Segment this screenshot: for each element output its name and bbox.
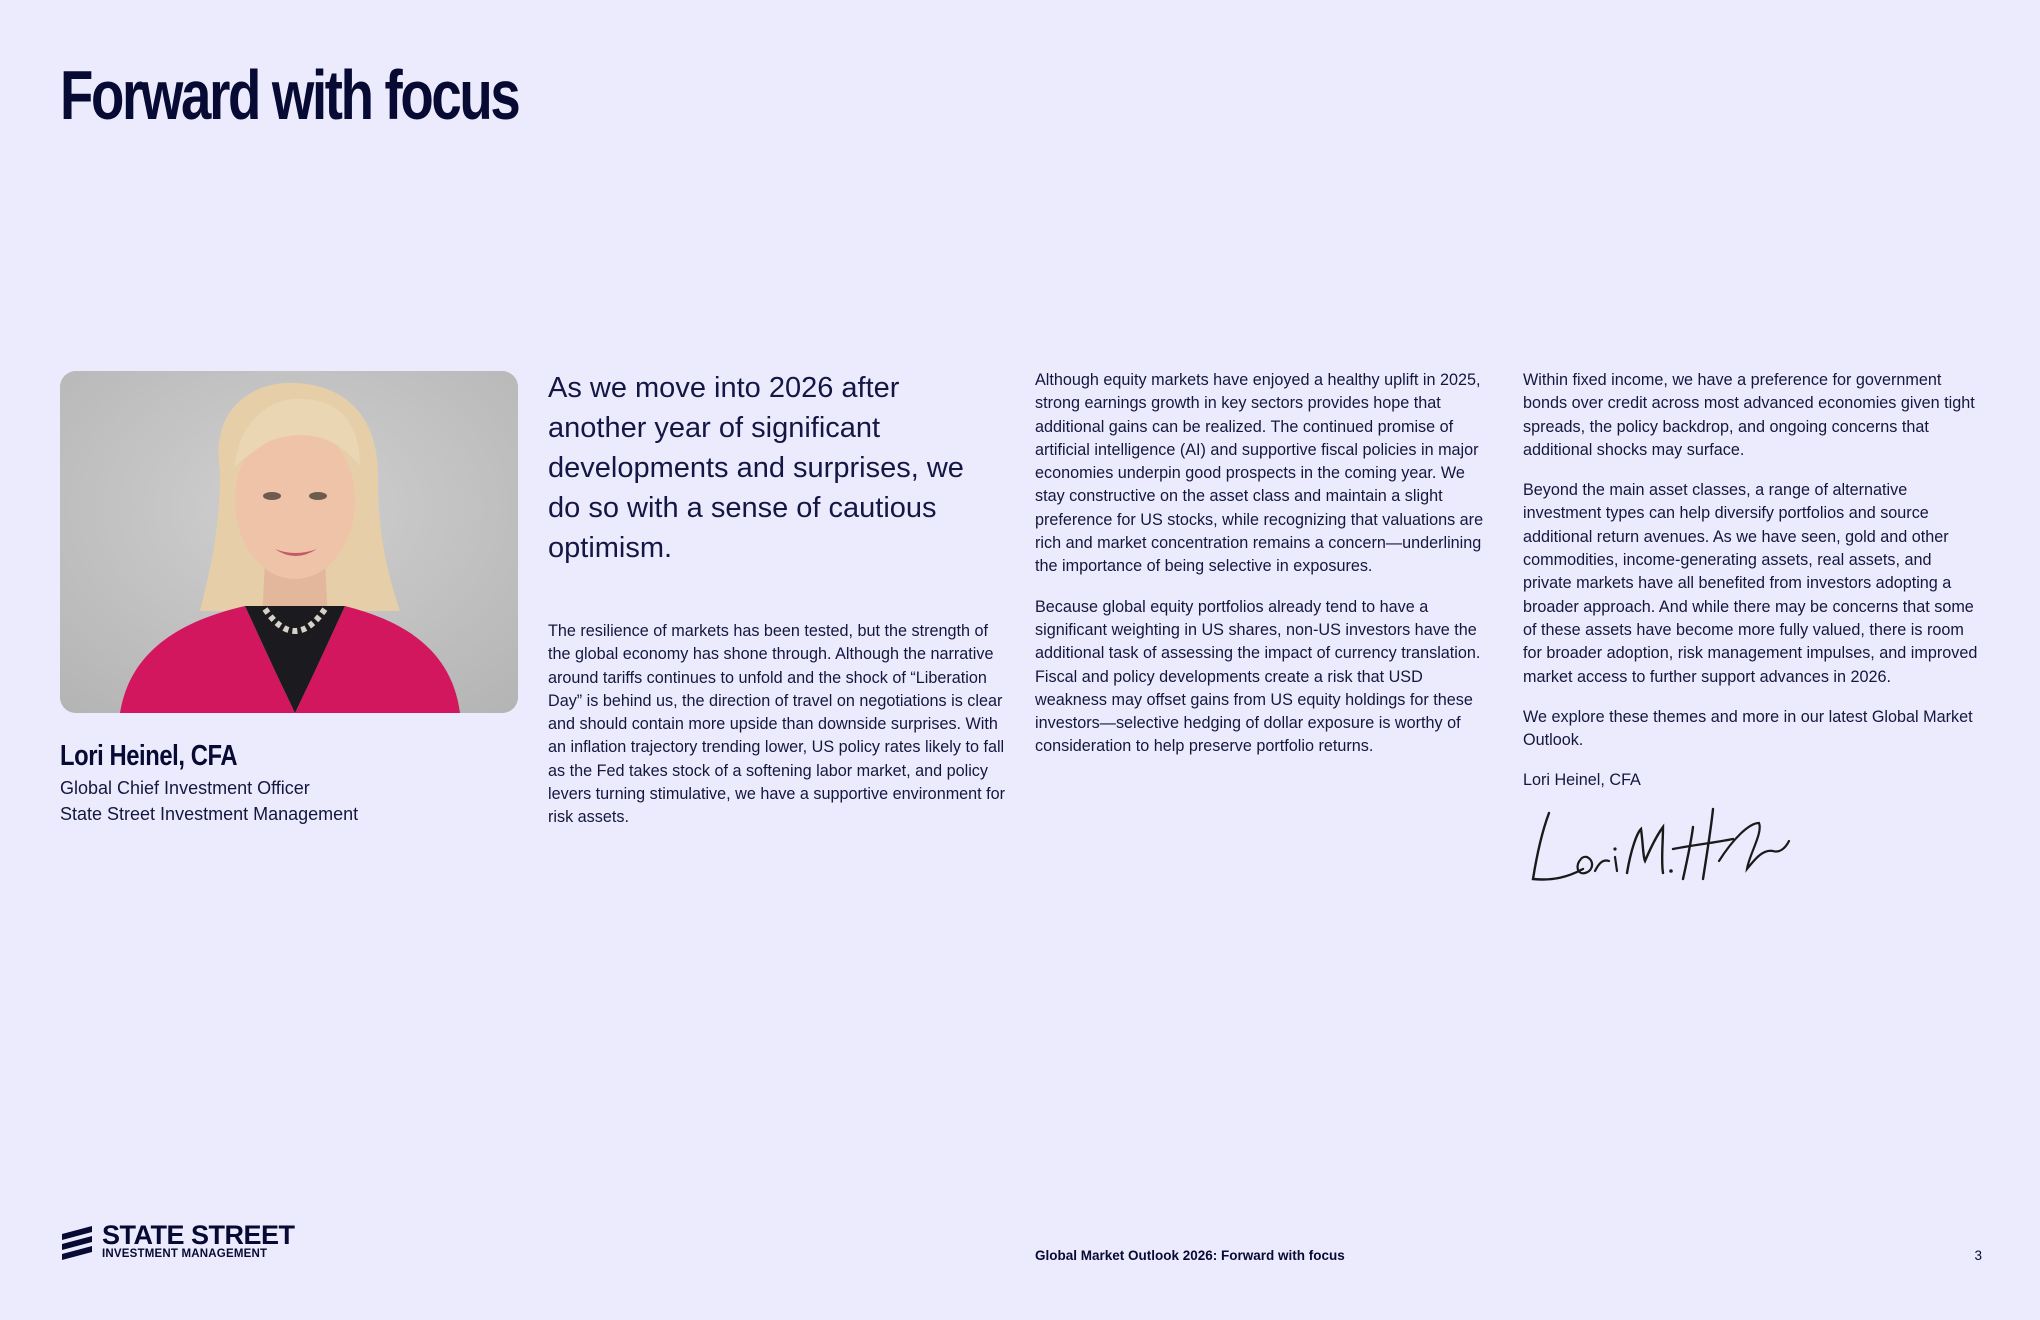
lead-quote: As we move into 2026 after another year of significant developments and surprises, we do so with a sense of cautious optimism.: [548, 372, 964, 564]
paragraph: Within fixed income, we have a preference for government bonds over credit across most advanced economies given tight spreads, the policy backdrop, and ongoing concerns that additional shocks may surface.: [1523, 371, 1975, 459]
paragraph: Because global equity portfolios already tend to have a significant weighting in US shares, non-US investors have the additional task of assessing the impact of currency translation. Fiscal and policy developments create a risk that USD weakness may offset gains from US equity holdings for these investors—selective hedging of dollar exposure is worthy of consideration to help preserve portfolio returns.: [1035, 597, 1481, 756]
author-organization: State Street Investment Management: [60, 804, 359, 824]
logo-subtitle: INVESTMENT MANAGEMENT: [102, 1248, 268, 1260]
author-role: Global Chief Investment Officer: [60, 778, 310, 798]
logo-mark-icon: [60, 1224, 94, 1260]
column-1: [548, 620, 1008, 847]
column-3: [1523, 369, 1983, 895]
logo-name: STATE STREET: [102, 1220, 295, 1250]
footer-publication-title: Global Market Outlook 2026: Forward with focus: [1035, 1248, 1345, 1263]
page-number: 3: [1974, 1248, 1982, 1263]
author-name: Lori Heinel, CFA: [60, 740, 238, 772]
paragraph: Beyond the main asset classes, a range of alternative investment types can help diversify portfolios and source additional return avenues. As we have seen, gold and other commodities, income-generating assets, real assets, and private markets have all benefited from investors adopting a broader approach. And while there may be concerns that some of these assets have become more fully valued, there is room for broader adoption, risk management impulses, and improved market access to further support advances in 2026.: [1523, 481, 1978, 686]
page-title: Forward with focus: [60, 56, 519, 134]
signature: [1523, 799, 1803, 895]
state-street-logo: [60, 1222, 295, 1261]
paragraph: Although equity markets have enjoyed a healthy uplift in 2025, strong earnings growth in key sectors provides hope that additional gains can be realized. The continued promise of artificial intelligence (AI) and supportive fiscal policies in major economies underpin good prospects in the coming year. We stay constructive on the asset class and maintain a slight preference for US stocks, while recognizing that valuations are rich and market concentration remains a concern—underlining the importance of being selective in exposures.: [1035, 371, 1484, 576]
paragraph: The resilience of markets has been tested, but the strength of the global economy has shone through. Although the narrative around tariffs continues to unfold and the shock of “Liberation Day” is behind us, the direction of travel on negotiations is clear and should contain more upside than downside surprises. With an inflation trajectory trending lower, US policy rates likely to fall as the Fed takes stock of a softening labor market, and policy levers turning stimulative, we have a supportive environment for risk assets.: [548, 622, 1006, 827]
column-2: [1035, 369, 1495, 776]
author-photo: [60, 371, 518, 713]
sign-off-name: Lori Heinel, CFA: [1523, 771, 1641, 790]
paragraph: We explore these themes and more in our latest Global Market Outlook.: [1523, 707, 1973, 750]
